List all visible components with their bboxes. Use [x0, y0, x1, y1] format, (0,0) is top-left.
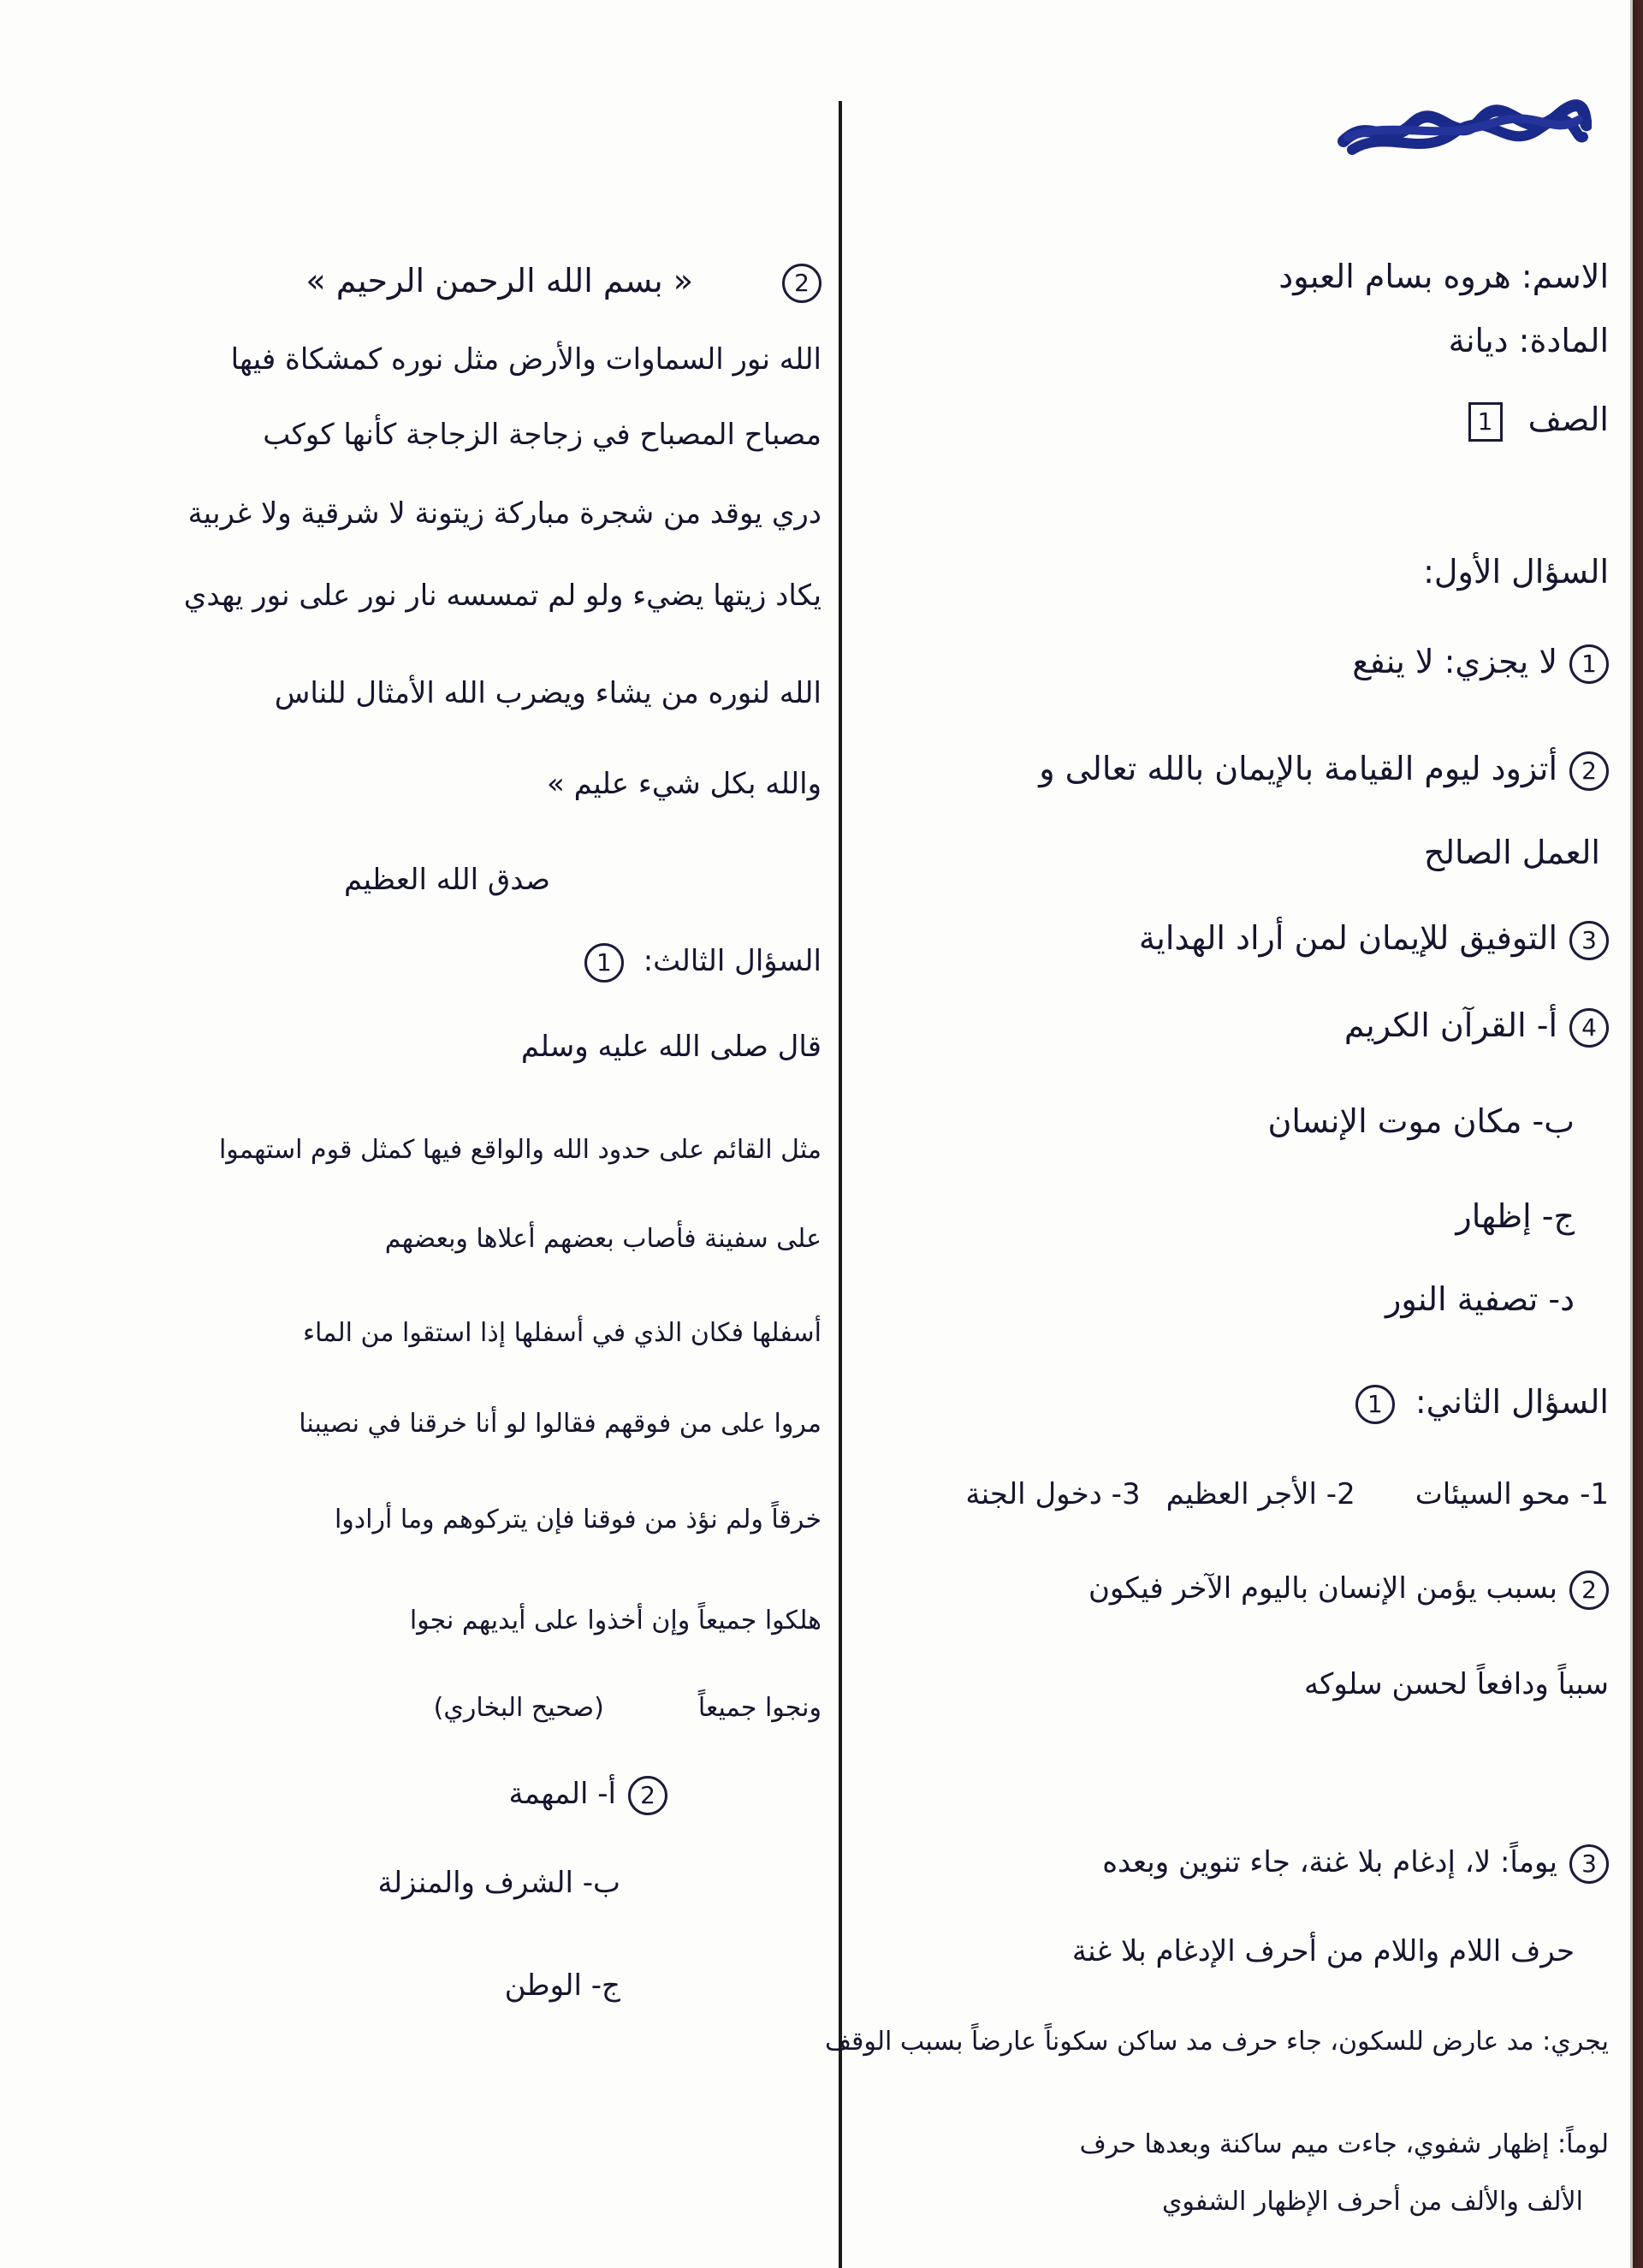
q3-left-title [21, 937, 822, 985]
q1-item-3 [864, 914, 1609, 962]
grade [864, 395, 1609, 443]
hadith-line-2: على سفينة فأصاب بعضهم أعلاها وبعضهم [384, 1224, 822, 1254]
hadith-line-1: مثل القائم على حدود الله والواقع فيها كمثل قوم استهموا [218, 1135, 822, 1165]
hadith-line-7-text: ونجوا جميعاً [697, 1693, 822, 1723]
q1-item-4d: د- تصفية النور [1385, 1280, 1575, 1318]
subject: المادة: ديانة [1448, 322, 1609, 359]
q3-left-item-2c: ج- الوطن [504, 1968, 620, 2003]
q3-left-title-num: 1 [584, 943, 624, 983]
student-name: الاسم: هروه بسام العبود [1278, 258, 1609, 295]
grade-box: 1 [1468, 402, 1503, 442]
column-divider [839, 101, 842, 2268]
hadith-source: (صحيح البخاري) [433, 1693, 604, 1723]
verse-line-5: الله لنوره من يشاء ويضرب الله الأمثال للناس [274, 676, 822, 710]
q1-item-4b: ب- مكان موت الإنسان [1267, 1102, 1575, 1140]
q3-left-title-text: السؤال الثالث: [643, 944, 822, 978]
basmala: « بسم الله الرحمن الرحيم » [305, 262, 693, 300]
verse-line-2: مصباح المصباح في زجاجة الزجاجة كأنها كوكب [263, 418, 822, 452]
q1-title: السؤال الأول: [1423, 553, 1609, 591]
hadith-intro: قال صلى الله عليه وسلم [520, 1030, 822, 1064]
hadith-line-3: أسفلها فكان الذي في أسفلها إذا استقوا من الماء [302, 1318, 822, 1348]
q2-item-2-num: 2 [1569, 1570, 1609, 1610]
hadith-line-5: خرقاً ولم نؤذ من فوقنا فإن يتركوهم وما أرادوا [334, 1505, 822, 1535]
hadith-line-4: مروا على من فوقهم فقالوا لو أنا خرقنا في نصيبنا [299, 1409, 822, 1439]
q1-item-4-num: 4 [1569, 1008, 1609, 1048]
q2-title-num: 1 [1355, 1385, 1395, 1424]
verse-line-3: دري يوقد من شجرة مباركة زيتونة لا شرقية ولا غربية [187, 496, 822, 531]
q3-right-line-1: يوماً: لا، إدغام بلا غنة، جاء تنوين وبعده [1102, 1845, 1557, 1879]
q1-item-1 [864, 638, 1609, 686]
q3-right-1 [864, 1838, 1609, 1886]
q3-left-item-2a: أ- المهمة [508, 1777, 616, 1811]
q3-right-line-3: يجري: مد عارض للسكون، جاء حرف مد ساكن سكوناً عارضاً بسبب الوقف [824, 2027, 1609, 2057]
q1-item-3-num: 3 [1569, 921, 1609, 960]
q1-item-3-text: التوفيق للإيمان لمن أراد الهداية [1138, 919, 1557, 957]
grade-label: الصف [1527, 401, 1609, 438]
verse-line-6: والله بكل شيء عليم » [547, 767, 822, 801]
verse-num: 2 [782, 264, 822, 303]
q3-right-line-2: حرف اللام واللام من أحرف الإدغام بلا غنة [1071, 1934, 1575, 1968]
q1-item-1-text: لا يجزي: لا ينفع [1352, 643, 1557, 680]
q1-item-2-text: أتزود ليوم القيامة بالإيمان بالله تعالى و [1039, 750, 1557, 787]
q1-item-4c: ج- إظهار [1456, 1197, 1575, 1235]
verse-line-4: يكاد زيتها يضيء ولو لم تمسسه نار نور على نور يهدي [183, 579, 822, 613]
verse-line-1: الله نور السماوات والأرض مثل نوره كمشكاة فيها [230, 342, 822, 377]
q1-item-1-num: 1 [1569, 644, 1609, 684]
q2-item-1b: 2- الأجر العظيم [1166, 1477, 1355, 1511]
q2-item-2-cont: سبباً ودافعاً لحسن سلوكه [1303, 1667, 1609, 1701]
q1-item-2-num: 2 [1569, 751, 1609, 791]
hadith-line-7 [21, 1684, 822, 1732]
q2-item-1 [864, 1470, 1609, 1518]
scribble-mark [1335, 90, 1592, 167]
q2-item-2 [864, 1564, 1609, 1612]
q2-item-1c: 3- دخول الجنة [965, 1477, 1141, 1511]
q1-item-4 [864, 1001, 1609, 1049]
q2-item-1a: 1- محو السيئات [1415, 1477, 1609, 1511]
q3-left-item-2 [21, 1770, 822, 1818]
verse-heading [21, 257, 822, 305]
q2-item-2-line1: بسبب يؤمن الإنسان باليوم الآخر فيكون [1088, 1571, 1557, 1606]
q3-right-num: 3 [1569, 1844, 1609, 1884]
q1-item-2-cont: العمل الصالح [1423, 834, 1600, 871]
q3-right-line-5: الألف والألف من أحرف الإظهار الشفوي [1161, 2187, 1583, 2217]
hadith-line-6: هلكوا جميعاً وإن أخذوا على أيديهم نجوا [409, 1606, 822, 1636]
q1-item-4-text: أ- القرآن الكريم [1343, 1006, 1557, 1044]
q2-title-text: السؤال الثاني: [1415, 1383, 1609, 1421]
q2-title [864, 1378, 1609, 1426]
q1-item-2 [864, 745, 1609, 793]
q3-right-line-4: لوماً: إظهار شفوي، جاءت ميم ساكنة وبعدها حرف [1079, 2129, 1609, 2159]
q3-left-item-2b: ب- الشرف والمنزلة [377, 1866, 620, 1900]
verse-closing: صدق الله العظيم [344, 863, 550, 897]
q3-left-item-2-num: 2 [628, 1776, 667, 1815]
